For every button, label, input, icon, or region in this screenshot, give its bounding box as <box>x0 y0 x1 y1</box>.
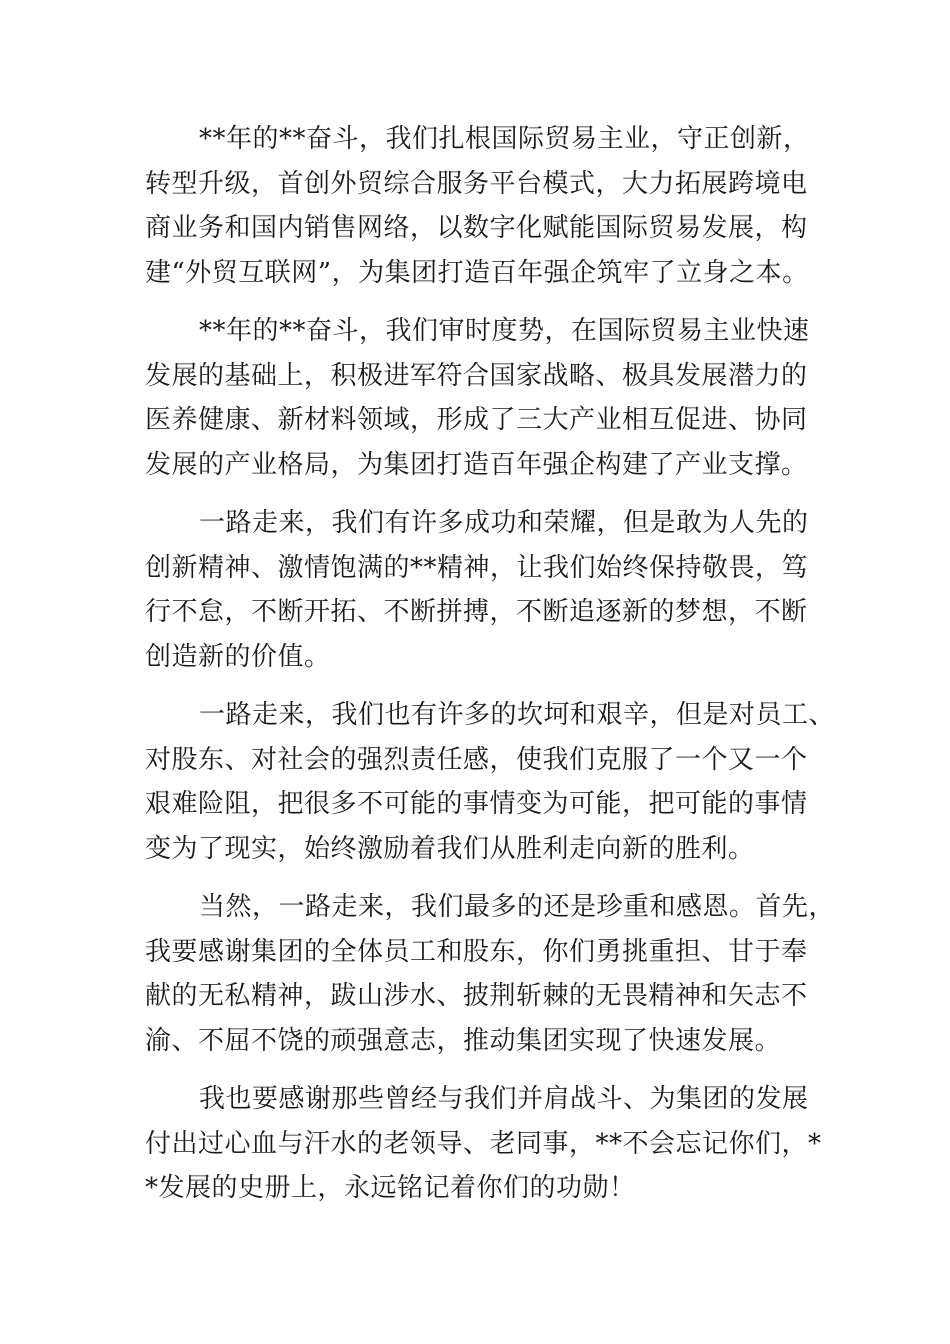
paragraph-1 <box>145 117 810 295</box>
paragraph-line: 创造新的价值。 <box>145 641 331 672</box>
paragraph-line: 当然，一路走来，我们最多的还是珍重和感恩。首先， <box>199 892 836 922</box>
paragraph-line: 渝、不屈不饶的顽强意志，推动集团实现了快速发展。 <box>145 1025 782 1056</box>
paragraph-6 <box>145 1077 822 1211</box>
paragraph-line: 医养健康、新材料领域，形成了三大产业相互促进、协同 <box>145 405 808 435</box>
paragraph-5 <box>145 885 836 1063</box>
paragraph-line: 发展的基础上，积极进军符合国家战略、极具发展潜力的 <box>145 360 808 391</box>
paragraph-4 <box>145 693 836 871</box>
paragraph-line: *发展的史册上，永远铭记着你们的功勋！ <box>145 1173 636 1203</box>
paragraph-line: 献的无私精神，跋山涉水、披荆斩棘的无畏精神和矢志不 <box>145 981 808 1011</box>
paragraph-line: **年的**奋斗，我们审时度势，在国际贸易主业快速 <box>199 316 810 346</box>
paragraph-line: 变为了现实，始终激励着我们从胜利走向新的胜利。 <box>145 833 755 864</box>
paragraph-line: 转型升级，首创外贸综合服务平台模式，大力拓展跨境电 <box>145 168 808 199</box>
paragraph-line: 对股东、对社会的强烈责任感，使我们克服了一个又一个 <box>145 744 808 775</box>
paragraph-line: 一路走来，我们也有许多的坎坷和艰辛，但是对员工、 <box>199 700 836 730</box>
paragraph-line: 建“外贸互联网”，为集团打造百年强企筑牢了立身之本。 <box>145 257 809 288</box>
paragraph-line: **年的**奋斗，我们扎根国际贸易主业，守正创新， <box>199 124 810 154</box>
paragraph-line: 我也要感谢那些曾经与我们并肩战斗、为集团的发展 <box>199 1084 809 1114</box>
paragraph-3 <box>145 501 810 679</box>
paragraph-line: 商业务和国内销售网络，以数字化赋能国际贸易发展，构 <box>145 213 808 243</box>
paragraph-line: 付出过心血与汗水的老领导、老同事，**不会忘记你们，* <box>145 1128 822 1159</box>
paragraph-line: 我要感谢集团的全体员工和股东，你们勇挑重担、甘于奉 <box>145 936 808 967</box>
paragraph-line: 创新精神、激情饱满的**精神，让我们始终保持敬畏，笃 <box>145 552 809 583</box>
paragraph-line: 发展的产业格局，为集团打造百年强企构建了产业支撑。 <box>145 449 808 480</box>
paragraph-line: 一路走来，我们有许多成功和荣耀，但是敢为人先的 <box>199 508 809 538</box>
document-body <box>145 117 836 1225</box>
paragraph-2 <box>145 309 810 487</box>
paragraph-line: 行不怠，不断开拓、不断拼搏，不断追逐新的梦想，不断 <box>145 597 808 627</box>
paragraph-line: 艰难险阻，把很多不可能的事情变为可能，把可能的事情 <box>145 789 808 819</box>
